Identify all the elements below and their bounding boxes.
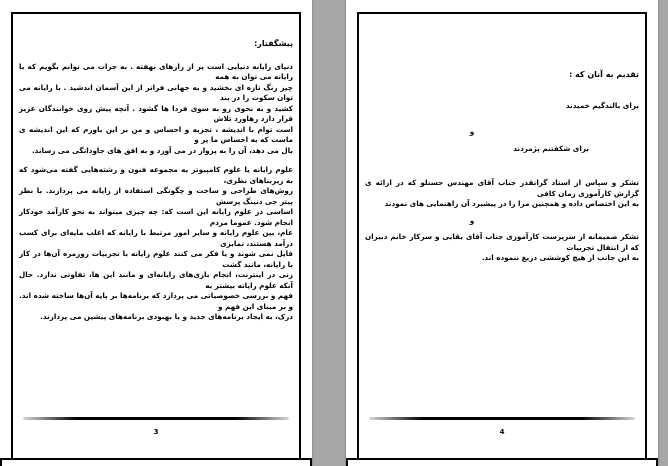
page-border <box>11 12 301 458</box>
dedication-conjunction-2: و <box>469 215 475 225</box>
page-content <box>19 30 293 410</box>
preface-paragraph-2 <box>19 165 293 323</box>
dedication-line-2: برای شکفتنم پژمردند <box>513 143 589 153</box>
text-line: فهم و بررسی خصوصیاتی می پردازد که برنامه‌ها بر پایه آن‌ها ساخته شده اند. و بر مبنای این فهم و <box>19 291 293 311</box>
text-line: کشید و به نحوی رو به سوی فردا ها گشود . آنچه پیش روی خوانندگان عزیز قرار دارد رهاورد تلاش <box>19 103 293 123</box>
page-border <box>357 12 647 458</box>
dedication-line-1: برای بالندگیم خمیدند <box>565 100 639 110</box>
page-content <box>365 30 639 410</box>
text-line: بال می دهد، آن را به پرواز در می آورد و به افق های جاودانگی می رساند. <box>31 145 293 155</box>
preface-paragraph-1 <box>19 62 293 157</box>
text-line: روش‌های طراحی و ساخت و چگونگی استفاده از رایانه می پردازند. با نظر پیتر جی دنینگ پرسش <box>19 186 293 206</box>
text-line: اساسی در علوم رایانه این است که: چه چیزی میتواند به نحو کارآمد خودکار انجام شود. عموما مردم <box>19 207 293 227</box>
footer-rule <box>23 417 289 420</box>
preface-heading: پیشگفتار: <box>254 39 293 48</box>
footer-rule <box>369 417 635 420</box>
text-line: دنیای رایانه دنیایی است پر از رازهای نهفته . به جرات می توانم بگویم که با رایانه می توان به همه <box>19 61 293 81</box>
text-line: قایل نمی شوند و یا فکر می کنند علوم رایانه با تجربیات روزمره آن‌ها در کار با رایانه، مانند گشت <box>19 249 293 269</box>
thanks-paragraph-1 <box>365 178 639 210</box>
dedication-heading: تقدیم به آنان که : <box>569 70 639 79</box>
text-line: علوم رایانه یا علوم کامپیوتر به مجموعه فنون و رشته‌هایی گفته می‌شود که به زیربناهای نظری، <box>19 165 293 185</box>
dedication-conjunction-1: و <box>469 127 475 136</box>
page-number: 3 <box>153 428 159 436</box>
text-line: تشکر و سپاس از استاد گرانقدر جناب آقای مهندس حسنلو که در ارائه ی گزارش کارآموزی زمان کافی <box>365 178 639 198</box>
text-line: عام، بین علوم رایانه و سایر امور مرتبط با رایانه که اغلب مایه‌ای برای کسب درآمد هستند، تمایزی <box>19 228 293 248</box>
text-line: است توام با اندیشه ، تجزیه و احساس و من بر این باورم که این اندیشه ی ماست که به احساس ما پر و <box>19 124 293 144</box>
page-bottom-border <box>346 458 658 466</box>
text-line: چیز رنگ تازه ای بخشید و به جهانی فراتر از این آسمان اندشید . با رایانه می توان سکوت را در بند <box>19 82 293 102</box>
document-page-right <box>346 0 658 466</box>
page-bottom-border <box>0 458 312 466</box>
page-number: 4 <box>499 428 505 436</box>
text-line: زنی در اینترنت، انجام بازی‌های رایانه‌ای و مانند این ها، تفاوتی ندارد. حال آنکه علوم رایانه بیشتر به <box>19 270 293 290</box>
thanks-paragraph-2 <box>365 232 639 264</box>
text-line: تشکر صمیمانه از سرپرست کارآموزی جناب آقای بقایی و سرکار خانم دبیران که از انتقال تجربیات <box>365 232 639 252</box>
text-line: درک، به ایجاد برنامه‌های جدید و یا بهبودی برنامه‌های پیشین می پردازند. <box>40 312 293 321</box>
document-page-left <box>0 0 312 466</box>
text-line: به این جانب از هیچ کوششی دریغ ننموده اند. <box>481 253 639 262</box>
text-line: به این اختصاص داده و همچنین مرا را در پیشبرد آن راهنمایی های نمودند <box>384 199 639 208</box>
